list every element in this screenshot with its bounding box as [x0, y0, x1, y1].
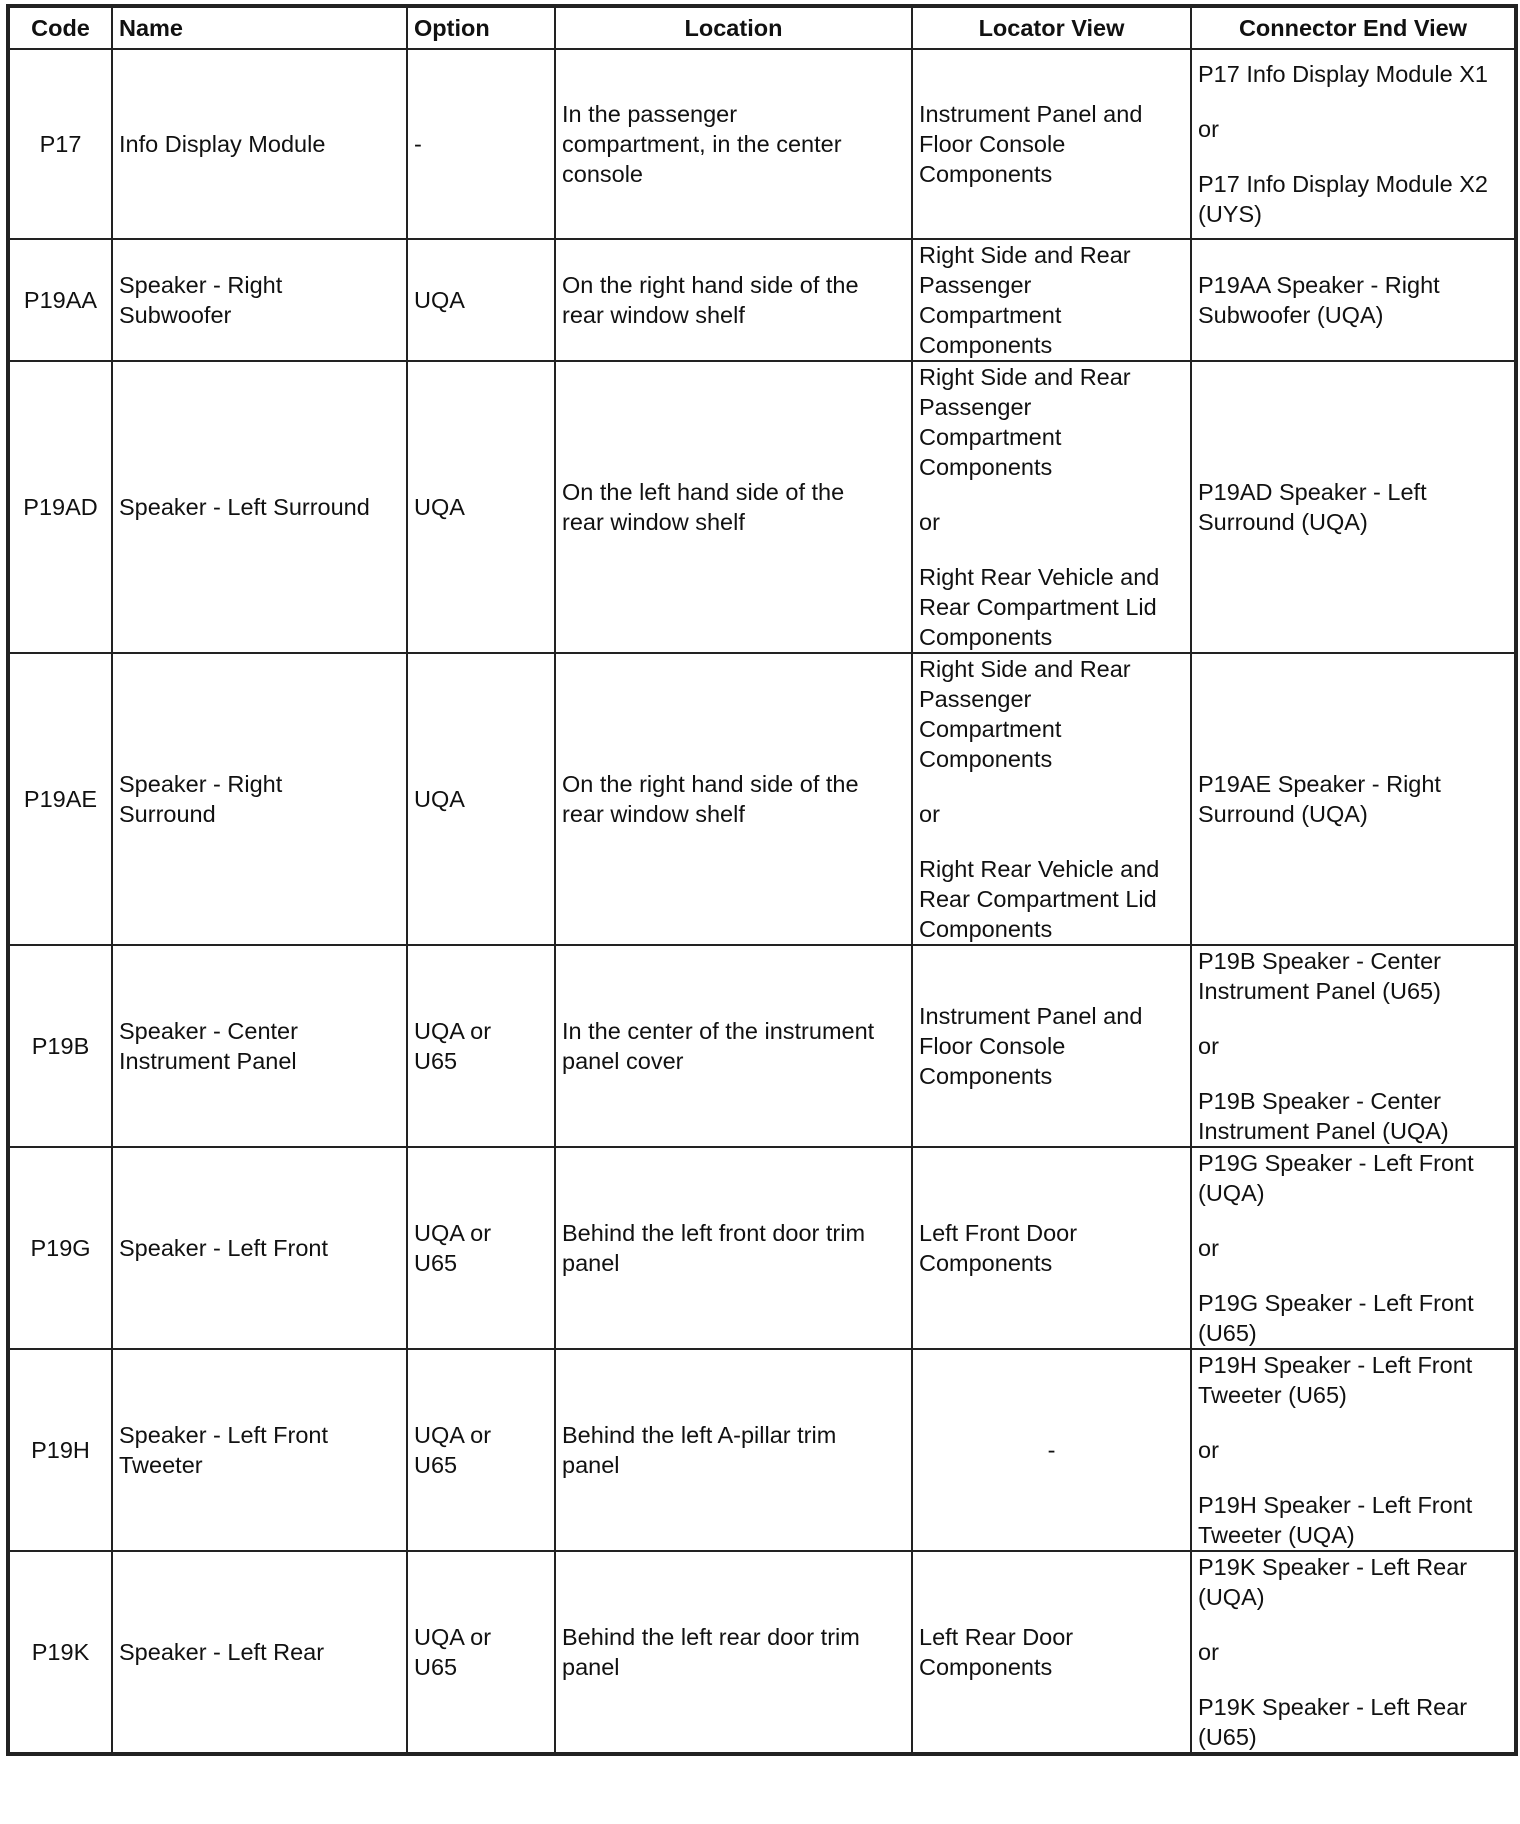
- cell-name-line: Info Display Module: [119, 131, 326, 157]
- table-row: [9, 239, 1515, 361]
- cell-connector-end-view-paragraph: [1198, 946, 1508, 1006]
- cell-name-line: Surround: [119, 801, 216, 827]
- cell-option-line: U65: [414, 1452, 458, 1478]
- cell-connector-end-view-line: P17 Info Display Module X2: [1198, 171, 1488, 197]
- cell-name: [112, 361, 407, 653]
- cell-locator-view: [912, 1551, 1191, 1753]
- cell-locator-view: [912, 653, 1191, 945]
- cell-connector-end-view-line: (UYS): [1198, 201, 1262, 227]
- cell-location-line: panel: [562, 1250, 620, 1276]
- cell-locator-view-line: Passenger: [919, 394, 1032, 420]
- cell-location-line: rear window shelf: [562, 801, 745, 827]
- cell-locator-view-paragraph: [919, 1001, 1184, 1091]
- cell-locator-view-line: Components: [919, 746, 1053, 772]
- table-body: [9, 49, 1515, 1753]
- cell-connector-end-view-paragraph: [1198, 1086, 1508, 1146]
- cell-locator-view: [912, 361, 1191, 653]
- cell-connector-end-view: [1191, 49, 1515, 239]
- cell-locator-view-line: Instrument Panel and: [919, 101, 1143, 127]
- cell-connector-end-view-line: P19AE Speaker - Right: [1198, 771, 1441, 797]
- cell-location-line: Behind the left front door trim: [562, 1220, 866, 1246]
- cell-locator-view-line: Right Side and Rear: [919, 656, 1131, 682]
- table-row: [9, 1551, 1515, 1753]
- cell-connector-end-view-line: (U65): [1198, 1320, 1257, 1346]
- cell-location: [555, 1349, 912, 1551]
- cell-connector-end-view-line: P19B Speaker - Center: [1198, 948, 1441, 974]
- cell-location: [555, 945, 912, 1147]
- table-row: [9, 653, 1515, 945]
- cell-name: [112, 239, 407, 361]
- cell-location-line: rear window shelf: [562, 302, 745, 328]
- cell-connector-end-view-line: P19B Speaker - Center: [1198, 1088, 1441, 1114]
- cell-locator-view-line: Compartment: [919, 302, 1062, 328]
- cell-connector-end-view-paragraph: [1198, 1148, 1508, 1208]
- cell-location: [555, 653, 912, 945]
- cell-connector-end-view-line: P19K Speaker - Left Rear: [1198, 1554, 1468, 1580]
- cell-locator-view-line: Components: [919, 1250, 1053, 1276]
- cell-locator-view-line: Right Side and Rear: [919, 364, 1131, 390]
- cell-connector-end-view-line: Surround (UQA): [1198, 509, 1368, 535]
- cell-connector-end-view-paragraph: [1198, 1490, 1508, 1550]
- cell-location-line: Behind the left rear door trim: [562, 1624, 860, 1650]
- table-row: [9, 1147, 1515, 1349]
- cell-code: P19K: [9, 1551, 112, 1753]
- cell-option-line: UQA or: [414, 1624, 492, 1650]
- cell-option: [407, 1551, 555, 1753]
- cell-location-line: panel: [562, 1452, 620, 1478]
- cell-connector-end-view-line: (UQA): [1198, 1584, 1265, 1610]
- cell-connector-end-view-paragraph: [1198, 769, 1508, 829]
- header-locator-view: Locator View: [912, 7, 1191, 49]
- table-row: [9, 945, 1515, 1147]
- cell-connector-end-view-paragraph: [1198, 270, 1508, 330]
- cell-option: [407, 653, 555, 945]
- cell-location-line: Behind the left A-pillar trim: [562, 1422, 837, 1448]
- cell-code: P19G: [9, 1147, 112, 1349]
- cell-code: P19B: [9, 945, 112, 1147]
- cell-connector-end-view-paragraph: [1198, 1692, 1508, 1752]
- cell-name: [112, 945, 407, 1147]
- cell-code: P19AE: [9, 653, 112, 945]
- header-code: Code: [9, 7, 112, 49]
- cell-connector-end-view-line: (U65): [1198, 1724, 1257, 1750]
- cell-locator-view-line: Rear Compartment Lid: [919, 886, 1157, 912]
- cell-connector-end-view-line: P19H Speaker - Left Front: [1198, 1352, 1473, 1378]
- cell-option: [407, 49, 555, 239]
- cell-locator-view: [912, 945, 1191, 1147]
- cell-locator-view: [912, 239, 1191, 361]
- cell-locator-view-paragraph: [919, 654, 1184, 774]
- cell-name-line: Speaker - Left Front: [119, 1235, 328, 1261]
- cell-locator-view-line: Floor Console: [919, 1033, 1066, 1059]
- cell-location-line: compartment, in the center: [562, 131, 842, 157]
- cell-connector-end-view: [1191, 1349, 1515, 1551]
- cell-connector-end-view: [1191, 239, 1515, 361]
- cell-locator-view-line: Components: [919, 161, 1053, 187]
- cell-location-line: panel cover: [562, 1048, 684, 1074]
- cell-name: [112, 653, 407, 945]
- cell-connector-end-view-paragraph: [1198, 1288, 1508, 1348]
- cell-connector-end-view: [1191, 653, 1515, 945]
- cell-locator-view-line: Left Front Door: [919, 1220, 1078, 1246]
- cell-name-line: Speaker - Left Rear: [119, 1639, 325, 1665]
- cell-name-line: Speaker - Right: [119, 771, 283, 797]
- cell-connector-end-view: [1191, 1551, 1515, 1753]
- cell-locator-view-line: Right Rear Vehicle and: [919, 564, 1160, 590]
- cell-option: [407, 1147, 555, 1349]
- cell-locator-view-paragraph: [919, 562, 1184, 652]
- cell-locator-view-line: Passenger: [919, 686, 1032, 712]
- cell-location-line: On the right hand side of the: [562, 272, 859, 298]
- header-option: Option: [407, 7, 555, 49]
- cell-name-line: Speaker - Center: [119, 1018, 298, 1044]
- cell-location-line: rear window shelf: [562, 509, 745, 535]
- cell-locator-view-paragraph: [919, 507, 1184, 537]
- cell-code: P19AD: [9, 361, 112, 653]
- cell-location-line: In the center of the instrument: [562, 1018, 875, 1044]
- cell-location-line: console: [562, 161, 643, 187]
- cell-option: [407, 361, 555, 653]
- cell-connector-end-view-paragraph: [1198, 1435, 1508, 1465]
- cell-locator-view-line: Compartment: [919, 424, 1062, 450]
- cell-locator-view-paragraph: [919, 1218, 1184, 1278]
- cell-location: [555, 361, 912, 653]
- cell-locator-view-paragraph: [919, 1435, 1184, 1465]
- cell-locator-view: [912, 49, 1191, 239]
- cell-name-line: Tweeter: [119, 1452, 203, 1478]
- cell-location-line: In the passenger: [562, 101, 738, 127]
- component-locator-table: [8, 6, 1516, 1754]
- cell-connector-end-view-paragraph: [1198, 59, 1508, 89]
- cell-option: [407, 945, 555, 1147]
- cell-option-line: -: [414, 131, 422, 157]
- cell-option-line: UQA or: [414, 1422, 492, 1448]
- header-connector-end-view: Connector End View: [1191, 7, 1515, 49]
- cell-connector-end-view-paragraph: [1198, 1350, 1508, 1410]
- cell-connector-end-view-line: Instrument Panel (U65): [1198, 978, 1441, 1004]
- cell-name-line: Speaker - Left Front: [119, 1422, 328, 1448]
- cell-locator-view-paragraph: [919, 99, 1184, 189]
- cell-code: P19AA: [9, 239, 112, 361]
- cell-connector-end-view-line: or: [1198, 1639, 1219, 1665]
- cell-option-line: UQA: [414, 786, 465, 812]
- cell-connector-end-view-line: Tweeter (UQA): [1198, 1522, 1355, 1548]
- cell-locator-view-line: or: [919, 509, 940, 535]
- cell-locator-view-line: Components: [919, 1063, 1053, 1089]
- cell-connector-end-view-paragraph: [1198, 114, 1508, 144]
- cell-option: [407, 239, 555, 361]
- cell-location: [555, 239, 912, 361]
- cell-option-line: UQA or: [414, 1220, 492, 1246]
- cell-connector-end-view-paragraph: [1198, 1031, 1508, 1061]
- cell-locator-view-line: Passenger: [919, 272, 1032, 298]
- cell-locator-view-line: Compartment: [919, 716, 1062, 742]
- cell-locator-view-paragraph: [919, 240, 1184, 360]
- cell-option: [407, 1349, 555, 1551]
- cell-location: [555, 1551, 912, 1753]
- cell-connector-end-view: [1191, 945, 1515, 1147]
- cell-name: [112, 49, 407, 239]
- cell-locator-view-line: Right Side and Rear: [919, 242, 1131, 268]
- table-row: [9, 49, 1515, 239]
- cell-locator-view-paragraph: [919, 362, 1184, 482]
- cell-locator-view-line: Components: [919, 454, 1053, 480]
- cell-location-line: On the left hand side of the: [562, 479, 845, 505]
- header-row: [9, 7, 1515, 49]
- cell-connector-end-view-line: Tweeter (U65): [1198, 1382, 1347, 1408]
- cell-connector-end-view-paragraph: [1198, 1233, 1508, 1263]
- cell-locator-view-line: Floor Console: [919, 131, 1066, 157]
- table-row: [9, 1349, 1515, 1551]
- cell-name: [112, 1551, 407, 1753]
- cell-locator-view-line: Components: [919, 332, 1053, 358]
- cell-connector-end-view-line: P19K Speaker - Left Rear: [1198, 1694, 1468, 1720]
- cell-locator-view-line: Components: [919, 624, 1053, 650]
- cell-connector-end-view-line: or: [1198, 1033, 1219, 1059]
- cell-name-line: Subwoofer: [119, 302, 232, 328]
- cell-connector-end-view-line: Subwoofer (UQA): [1198, 302, 1384, 328]
- cell-locator-view-line: Components: [919, 1654, 1053, 1680]
- cell-locator-view: [912, 1349, 1191, 1551]
- header-location: Location: [555, 7, 912, 49]
- cell-connector-end-view: [1191, 1147, 1515, 1349]
- cell-connector-end-view-line: Instrument Panel (UQA): [1198, 1118, 1449, 1144]
- cell-locator-view-paragraph: [919, 799, 1184, 829]
- cell-locator-view-paragraph: [919, 854, 1184, 944]
- cell-location: [555, 49, 912, 239]
- cell-location: [555, 1147, 912, 1349]
- cell-name-line: Speaker - Right: [119, 272, 283, 298]
- cell-locator-view-line: Rear Compartment Lid: [919, 594, 1157, 620]
- cell-name-line: Instrument Panel: [119, 1048, 297, 1074]
- cell-locator-view-line: Instrument Panel and: [919, 1003, 1143, 1029]
- cell-connector-end-view: [1191, 361, 1515, 653]
- cell-connector-end-view-line: P19AA Speaker - Right: [1198, 272, 1440, 298]
- cell-connector-end-view-paragraph: [1198, 1552, 1508, 1612]
- cell-connector-end-view-line: or: [1198, 1437, 1219, 1463]
- cell-connector-end-view-line: (UQA): [1198, 1180, 1265, 1206]
- cell-connector-end-view-paragraph: [1198, 169, 1508, 229]
- cell-option-line: U65: [414, 1048, 458, 1074]
- cell-code: P19H: [9, 1349, 112, 1551]
- cell-connector-end-view-line: or: [1198, 1235, 1219, 1261]
- cell-option-line: U65: [414, 1654, 458, 1680]
- cell-connector-end-view-line: or: [1198, 116, 1219, 142]
- cell-connector-end-view-line: P17 Info Display Module X1: [1198, 61, 1488, 87]
- cell-code: P17: [9, 49, 112, 239]
- cell-name: [112, 1349, 407, 1551]
- cell-locator-view-paragraph: [919, 1622, 1184, 1682]
- cell-connector-end-view-line: P19G Speaker - Left Front: [1198, 1150, 1474, 1176]
- table-row: [9, 361, 1515, 653]
- cell-locator-view-line: or: [919, 801, 940, 827]
- cell-connector-end-view-paragraph: [1198, 1637, 1508, 1667]
- cell-option-line: U65: [414, 1250, 458, 1276]
- cell-option-line: UQA: [414, 287, 465, 313]
- cell-locator-view-line: Components: [919, 916, 1053, 942]
- cell-locator-view-line: -: [1047, 1437, 1056, 1463]
- cell-connector-end-view-line: P19AD Speaker - Left: [1198, 479, 1427, 505]
- cell-connector-end-view-line: P19H Speaker - Left Front: [1198, 1492, 1473, 1518]
- header-name: Name: [112, 7, 407, 49]
- cell-connector-end-view-paragraph: [1198, 477, 1508, 537]
- cell-name: [112, 1147, 407, 1349]
- cell-connector-end-view-line: Surround (UQA): [1198, 801, 1368, 827]
- cell-locator-view-line: Left Rear Door: [919, 1624, 1074, 1650]
- cell-option-line: UQA or: [414, 1018, 492, 1044]
- cell-locator-view-line: Right Rear Vehicle and: [919, 856, 1160, 882]
- cell-connector-end-view-line: P19G Speaker - Left Front: [1198, 1290, 1474, 1316]
- cell-locator-view: [912, 1147, 1191, 1349]
- cell-option-line: UQA: [414, 494, 465, 520]
- cell-location-line: panel: [562, 1654, 620, 1680]
- cell-location-line: On the right hand side of the: [562, 771, 859, 797]
- cell-name-line: Speaker - Left Surround: [119, 494, 370, 520]
